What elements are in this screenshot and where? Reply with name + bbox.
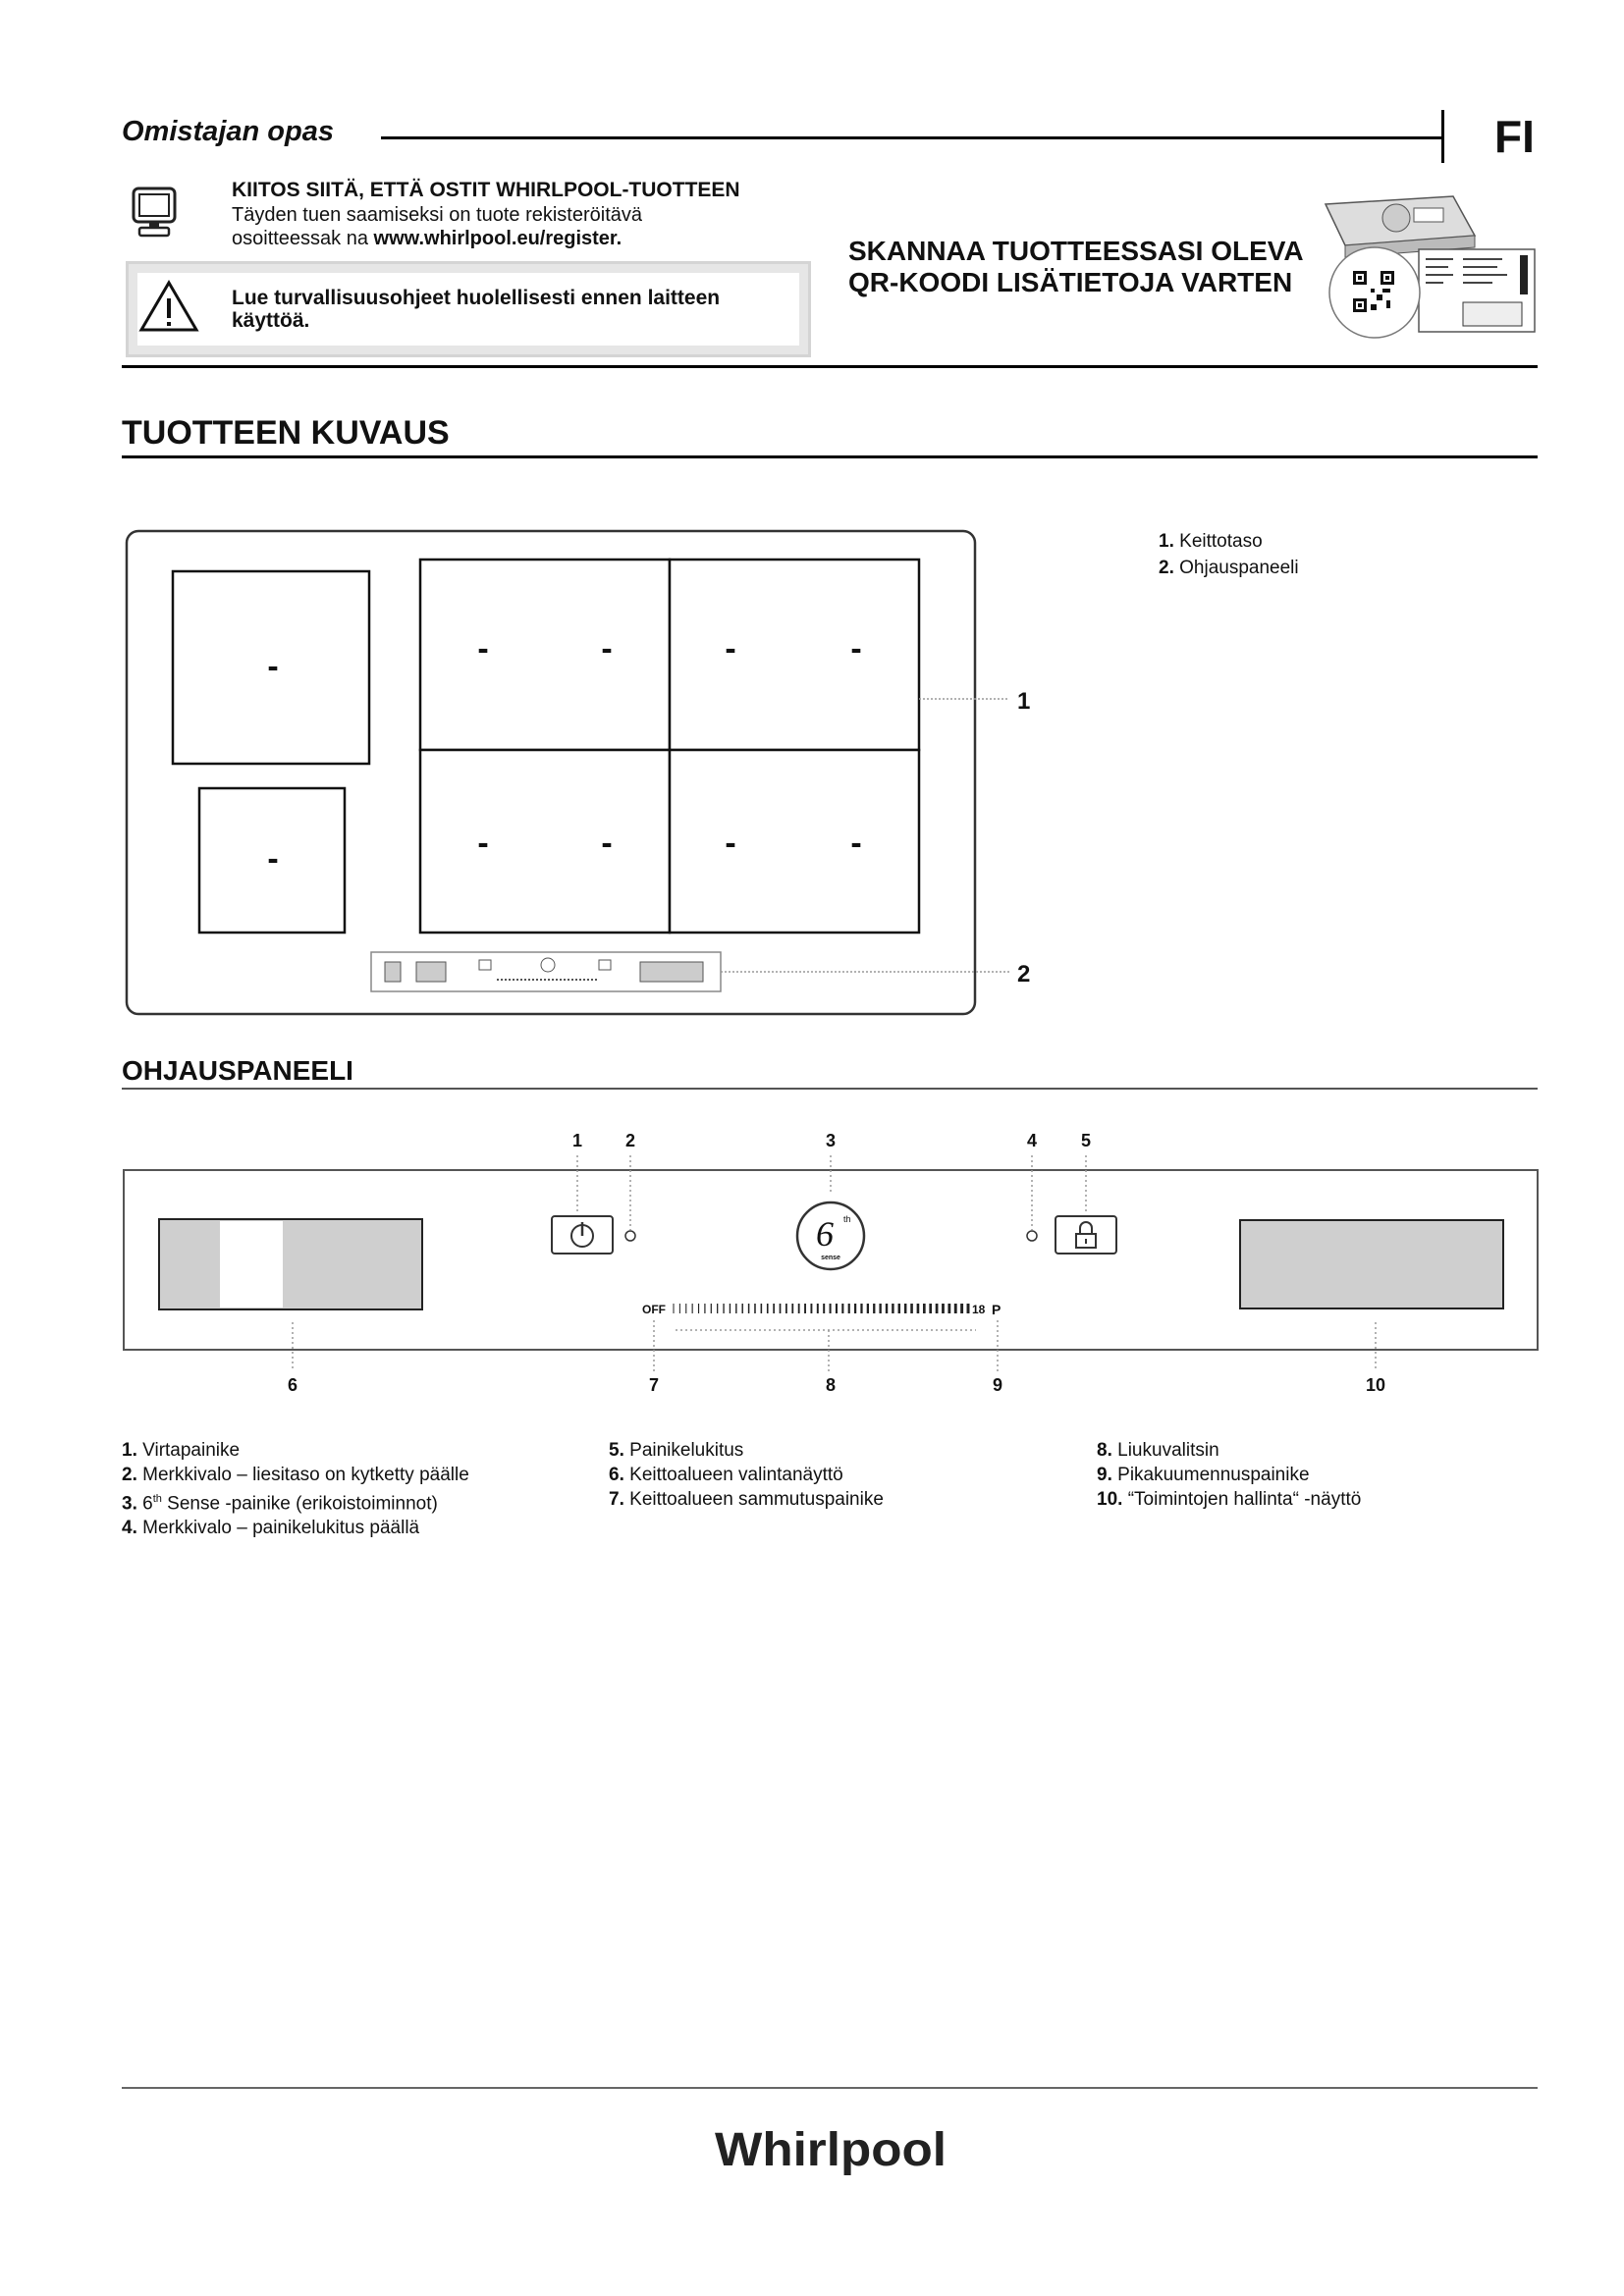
thanks-body bbox=[232, 203, 742, 250]
callout-top-1: 1 bbox=[571, 1131, 583, 1150]
qr-label-illustration bbox=[1306, 187, 1546, 344]
safety-warning-text bbox=[232, 287, 782, 332]
header-divider bbox=[1441, 110, 1444, 163]
zone-mark: - bbox=[477, 630, 489, 667]
legend-item: 8. Liukuvalitsin bbox=[1097, 1440, 1219, 1461]
panel-legend-col-3 bbox=[1097, 1438, 1361, 1512]
callout-top-2: 2 bbox=[624, 1131, 636, 1150]
product-legend bbox=[1159, 528, 1299, 581]
flexi-zone-1 bbox=[420, 560, 670, 750]
control-panel-title: OHJAUSPANEELI bbox=[122, 1055, 353, 1086]
section-rule bbox=[122, 455, 1538, 458]
warning-triangle-icon bbox=[137, 277, 200, 336]
lock-indicator-light bbox=[1027, 1231, 1037, 1241]
callout-top-3: 3 bbox=[825, 1131, 837, 1150]
zone-selection-display bbox=[159, 1219, 422, 1309]
zone-mark: - bbox=[267, 840, 279, 878]
callout-1: 1 bbox=[1017, 688, 1031, 715]
thanks-title: KIITOS SIITÄ, ETTÄ OSTIT WHIRLPOOL-TUOTTEEN bbox=[232, 179, 740, 201]
brand-name: Whirlpool bbox=[715, 2124, 947, 2176]
legend-item: 6. Keittoalueen valintanäyttö bbox=[609, 1465, 843, 1485]
document-title: Omistajan opas bbox=[122, 116, 334, 147]
panel-legend-col-1 bbox=[122, 1438, 469, 1540]
flexi-zone-4 bbox=[670, 750, 919, 933]
section-rule bbox=[122, 1088, 1538, 1090]
flexi-zone-2 bbox=[670, 560, 919, 750]
warning-line-2: käyttöä. bbox=[232, 309, 310, 332]
legend-item: 1. Keittotaso bbox=[1159, 531, 1263, 552]
legend-item: 3. 6th Sense -painike (erikoistoiminnot) bbox=[122, 1493, 438, 1515]
zone-mark: - bbox=[267, 648, 279, 685]
sense-sup: th bbox=[843, 1214, 851, 1224]
legend-item: 10. “Toimintojen hallinta“ -näyttö bbox=[1097, 1489, 1362, 1510]
computer-icon bbox=[132, 187, 177, 238]
callout-bottom-8: 8 bbox=[825, 1375, 837, 1395]
legend-item: 4. Merkkivalo – painikelukitus päällä bbox=[122, 1518, 420, 1539]
legend-item: 9. Pikakuumennuspainike bbox=[1097, 1465, 1310, 1485]
slider-off-label: OFF bbox=[642, 1303, 666, 1316]
flexi-zone-3 bbox=[420, 750, 670, 933]
callout-2: 2 bbox=[1017, 961, 1031, 988]
callout-bottom-9: 9 bbox=[992, 1375, 1003, 1395]
legend-item: 2. Ohjauspaneeli bbox=[1159, 558, 1299, 578]
thanks-line-1: Täyden tuen saamiseksi on tuote rekisteröitävä bbox=[232, 204, 642, 226]
legend-item: 7. Keittoalueen sammutuspainike bbox=[609, 1489, 884, 1510]
thanks-line-2 bbox=[232, 227, 742, 250]
control-panel-diagram bbox=[122, 1114, 1540, 1399]
footer-rule bbox=[122, 2087, 1538, 2089]
slider-max-label: 18 bbox=[972, 1303, 986, 1316]
callout-top-5: 5 bbox=[1080, 1131, 1092, 1150]
zone-mark: - bbox=[601, 825, 613, 862]
panel-legend-col-2 bbox=[609, 1438, 884, 1512]
qr-scan-text bbox=[848, 236, 1320, 298]
sense-label: sense bbox=[821, 1255, 840, 1261]
qr-line-1: SKANNAA TUOTTEESSASI OLEVA bbox=[848, 236, 1304, 266]
legend-item: 5. Painikelukitus bbox=[609, 1440, 744, 1461]
callout-top-4: 4 bbox=[1026, 1131, 1038, 1150]
zone-mark: - bbox=[850, 630, 862, 667]
thanks-line-2-prefix: osoitteessak na bbox=[232, 228, 374, 249]
product-description-title: TUOTTEEN KUVAUS bbox=[122, 414, 450, 452]
zone-mark: - bbox=[725, 630, 736, 667]
callout-bottom-10: 10 bbox=[1365, 1375, 1386, 1395]
power-indicator-light bbox=[625, 1231, 635, 1241]
section-rule bbox=[122, 365, 1538, 368]
callout-bottom-6: 6 bbox=[287, 1375, 298, 1395]
legend-item: 2. Merkkivalo – liesitaso on kytketty päälle bbox=[122, 1465, 469, 1485]
zone-mark: - bbox=[850, 825, 862, 862]
language-code: FI bbox=[1494, 111, 1535, 162]
zone-mark: - bbox=[601, 630, 613, 667]
whirlpool-logo bbox=[715, 2110, 950, 2189]
function-display bbox=[1240, 1220, 1503, 1308]
hob-diagram bbox=[122, 520, 1064, 1026]
slider-p-label: P bbox=[992, 1302, 1001, 1317]
zone-mark: - bbox=[477, 825, 489, 862]
sense-digit: 6 bbox=[816, 1214, 834, 1254]
zone-mark: - bbox=[725, 825, 736, 862]
header-rule bbox=[381, 136, 1441, 139]
legend-item: 1. Virtapainike bbox=[122, 1440, 241, 1461]
qr-line-2: QR-KOODI LISÄTIETOJA VARTEN bbox=[848, 267, 1293, 297]
register-link[interactable]: www.whirlpool.eu/register. bbox=[373, 228, 623, 249]
warning-line-1: Lue turvallisuusohjeet huolellisesti ennen laitteen bbox=[232, 287, 721, 309]
callout-bottom-7: 7 bbox=[648, 1375, 660, 1395]
